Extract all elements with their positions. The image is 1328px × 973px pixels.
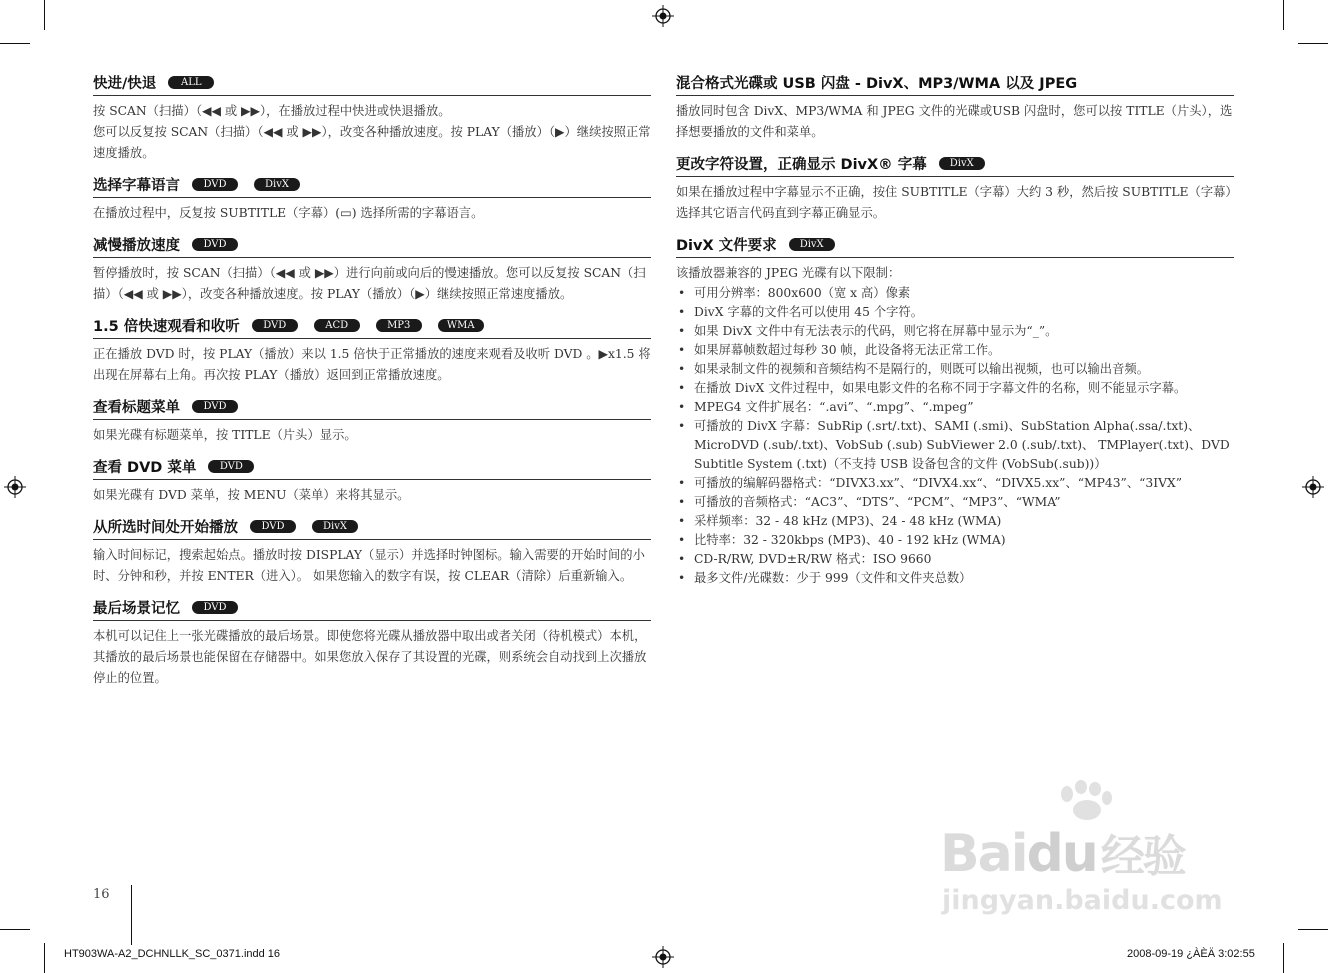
paw-icon	[1055, 780, 1115, 820]
paragraph: 如果在播放过程中字幕显示不正确，按住 SUBTITLE（字幕）大约 3 秒，然后按 SUBTITLE（字幕）选择其它语言代码直到字幕正确显示。	[676, 185, 1232, 220]
crop-mark	[44, 943, 45, 973]
section-title: 混合格式光碟或 USB 闪盘 - DivX、MP3/WMA 以及 JPEG	[676, 75, 1078, 92]
watermark-brand-du: du	[1026, 824, 1097, 884]
section	[93, 234, 651, 305]
section-header	[676, 234, 1234, 258]
crop-mark	[1283, 0, 1284, 30]
crop-mark	[44, 0, 45, 30]
disc-type-badge: DivX	[254, 178, 300, 191]
disc-type-badge: DivX	[789, 238, 835, 251]
crop-mark	[1298, 929, 1328, 930]
disc-type-badge: DVD	[250, 520, 296, 533]
section-header	[93, 396, 651, 420]
disc-type-badge: DivX	[312, 520, 358, 533]
section-title: 减慢播放速度	[93, 237, 180, 254]
right-column	[676, 72, 1234, 598]
section-header	[676, 72, 1234, 96]
list-item: • 可用分辨率：800x600（宽 x 高）像素	[676, 284, 1234, 303]
list-item: • 最多文件/光碟数：少于 999（文件和文件夹总数）	[676, 569, 1234, 588]
footer-date: 2008-09-19 ¿ÀÈÄ 3:02:55	[1127, 948, 1255, 960]
disc-type-badge: DVD	[192, 400, 238, 413]
section-title: DivX 文件要求	[676, 237, 777, 254]
list-item: • 比特率：32 - 320kbps (MP3)、40 - 192 kHz (WMA)	[676, 531, 1234, 550]
disc-type-badge: DVD	[192, 601, 238, 614]
list-item: • 采样频率：32 - 48 kHz (MP3)、24 - 48 kHz (WMA)	[676, 512, 1234, 531]
section-title: 从所选时间处开始播放	[93, 519, 238, 536]
section	[93, 597, 651, 689]
disc-type-badge: ACD	[314, 319, 360, 332]
crop-mark	[1283, 943, 1284, 973]
section	[676, 234, 1234, 588]
section-header	[676, 153, 1234, 177]
paragraph: 如果光碟有 DVD 菜单，按 MENU（菜单）来将其显示。	[93, 488, 410, 502]
section-title: 最后场景记忆	[93, 600, 180, 617]
disc-type-badge: ALL	[168, 76, 214, 89]
paragraph: 在播放过程中，反复按 SUBTITLE（字幕）(▭) 选择所需的字幕语言。	[93, 206, 484, 220]
list-item: • CD-R/RW, DVD±R/RW 格式：ISO 9660	[676, 550, 1234, 569]
section-header	[93, 456, 651, 480]
section	[93, 174, 651, 224]
section	[93, 72, 651, 164]
left-column	[93, 72, 651, 699]
gutter-line	[131, 885, 132, 945]
section-header	[93, 597, 651, 621]
section	[676, 153, 1234, 224]
paragraph: 正在播放 DVD 时，按 PLAY（播放）来以 1.5 倍快于正常播放的速度来观看及收听 DVD 。▶x1.5 将出现在屏幕右上角。再次按 PLAY（播放）返回到正常播放速度。	[93, 347, 651, 382]
paragraph: 本机可以记住上一张光碟播放的最后场景。即使您将光碟从播放器中取出或者关闭（待机模式）本机，其播放的最后场景也能保留在存储器中。如果您放入保存了其设置的光碟，则系统会自动找到上次播放停止的位置。	[93, 629, 647, 685]
list-item: • 在播放 DivX 文件过程中，如果电影文件的名称不同于字幕文件的名称，则不能显示字幕。	[676, 379, 1234, 398]
paragraph: 按 SCAN（扫描）（◀◀ 或 ▶▶），在播放过程中快进或快退播放。	[93, 104, 451, 118]
section-header	[93, 234, 651, 258]
disc-type-badge: WMA	[438, 319, 484, 332]
crop-mark	[0, 43, 30, 44]
list-item: • 如果 DivX 文件中有无法表示的代码，则它将在屏幕中显示为“_”。	[676, 322, 1234, 341]
section	[93, 396, 651, 446]
section-title: 更改字符设置，正确显示 DivX® 字幕	[676, 156, 927, 173]
crop-mark	[0, 929, 30, 930]
disc-type-badge: DVD	[192, 178, 238, 191]
footer-file-info: HT903WA-A2_DCHNLLK_SC_0371.indd 16	[64, 948, 281, 960]
paragraph: 输入时间标记，搜索起始点。播放时按 DISPLAY（显示）并选择时钟图标。输入需要的开始时间的小时、分钟和秒，并按 ENTER（进入）。 如果您输入的数字有误，按 CLEAR（清除）后重新输入。	[93, 548, 645, 583]
section-title: 选择字幕语言	[93, 177, 180, 194]
disc-type-badge: DVD	[252, 319, 298, 332]
registration-mark-icon	[652, 946, 674, 968]
section	[676, 72, 1234, 143]
disc-type-badge: DVD	[192, 238, 238, 251]
section-title: 1.5 倍快速观看和收听	[93, 318, 240, 335]
registration-mark-icon	[4, 476, 26, 498]
list-item: • 可播放的编解码器格式：“DIVX3.xx”、“DIVX4.xx“、“DIVX5.xx”、“MP43”、“3IVX”	[676, 474, 1234, 493]
list-item: • 如果录制文件的视频和音频结构不是隔行的，则既可以输出视频，也可以输出音频。	[676, 360, 1234, 379]
paragraph: 如果光碟有标题菜单，按 TITLE（片头）显示。	[93, 428, 357, 442]
baidu-watermark	[940, 780, 1240, 920]
section-title: 查看标题菜单	[93, 399, 180, 416]
paragraph: 您可以反复按 SCAN（扫描）（◀◀ 或 ▶▶），改变各种播放速度。按 PLAY（播放）（▶）继续按照正常速度播放。	[93, 125, 651, 160]
section-header	[93, 315, 651, 339]
page-number: 16	[93, 887, 110, 902]
list-item: • MPEG4 文件扩展名：“.avi”、“.mpg”、“.mpeg”	[676, 398, 1234, 417]
list-item: • 可播放的 DivX 字幕：SubRip (.srt/.txt)、SAMI (.smi)、SubStation Alpha(.ssa/.txt)、MicroDVD (.sub/.txt)、VobSub (.sub) SubViewer 2.0 (.sub/.txt)、 TMPlayer(.txt)、DVD Subtitle System (.txt)（不支持 USB 设备包含的文件 (VobSub(.sub))）	[676, 417, 1234, 474]
paragraph: 播放同时包含 DivX、MP3/WMA 和 JPEG 文件的光碟或USB 闪盘时，您可以按 TITLE（片头），选择想要播放的文件和菜单。	[676, 104, 1233, 139]
disc-type-badge: MP3	[376, 319, 422, 332]
disc-type-badge: DivX	[939, 157, 985, 170]
registration-mark-icon	[1302, 476, 1324, 498]
paragraph: 该播放器兼容的 JPEG 光碟有以下限制：	[676, 266, 901, 280]
bullet-list	[676, 284, 1234, 588]
disc-type-badge: DVD	[208, 460, 254, 473]
section	[93, 456, 651, 506]
section	[93, 315, 651, 386]
section-title: 查看 DVD 菜单	[93, 459, 197, 476]
section-header	[93, 174, 651, 198]
section-header	[93, 72, 651, 96]
list-item: • 如果屏幕帧数超过每秒 30 帧，此设备将无法正常工作。	[676, 341, 1234, 360]
watermark-url: jingyan.baidu.com	[942, 885, 1223, 916]
list-item: • 可播放的音频格式：“AC3”、“DTS”、“PCM”、“MP3”、“WMA”	[676, 493, 1234, 512]
section	[93, 516, 651, 587]
registration-mark-icon	[652, 5, 674, 27]
list-item: • DivX 字幕的文件名可以使用 45 个字符。	[676, 303, 1234, 322]
watermark-brand: Bai	[940, 824, 1027, 884]
paragraph: 暂停播放时，按 SCAN（扫描）（◀◀ 或 ▶▶）进行向前或向后的慢速播放。您可以反复按 SCAN（扫描）（◀◀ 或 ▶▶），改变各种播放速度。按 PLAY（播放）（▶）继续按照正常速度播放。	[93, 266, 646, 301]
section-header	[93, 516, 651, 540]
watermark-cn: 经验	[1100, 831, 1185, 882]
section-title: 快进/快退	[93, 75, 157, 92]
crop-mark	[1298, 43, 1328, 44]
